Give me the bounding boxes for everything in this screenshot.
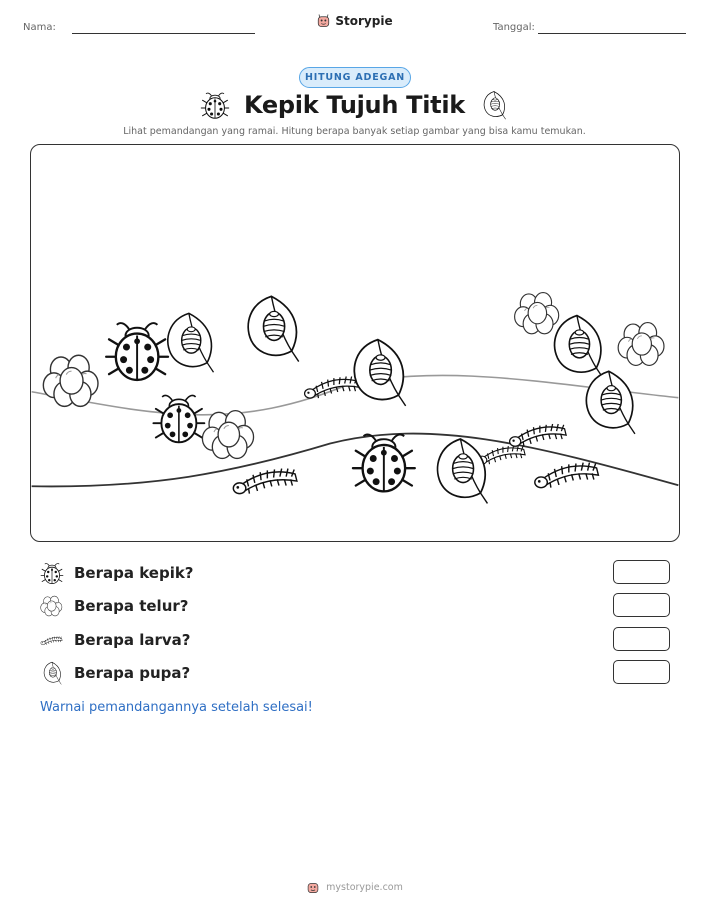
storypie-logo-icon xyxy=(316,13,331,28)
larva xyxy=(305,377,360,399)
pupa xyxy=(586,371,634,434)
answer-box-ladybugs[interactable] xyxy=(613,560,670,584)
question-row-ladybugs xyxy=(40,560,670,586)
title-row xyxy=(0,90,709,120)
question-text: Berapa larva? xyxy=(74,631,191,649)
question-row-eggs xyxy=(40,593,670,619)
page-title: Kepik Tujuh Titik xyxy=(244,91,465,119)
date-line[interactable] xyxy=(538,33,686,34)
ladybug xyxy=(153,395,204,442)
egg-cluster-icon xyxy=(40,594,64,618)
question-row-pupae xyxy=(40,660,670,686)
larva xyxy=(477,445,525,464)
pupa xyxy=(248,296,299,361)
pupa xyxy=(168,313,214,372)
ladybug-icon xyxy=(40,561,64,585)
question-text: Berapa telur? xyxy=(74,597,189,615)
name-line[interactable] xyxy=(72,33,255,34)
larva xyxy=(233,469,297,494)
brand xyxy=(0,13,709,28)
ladybug xyxy=(353,434,415,491)
pupa xyxy=(555,316,603,379)
brand-name: Storypie xyxy=(335,13,393,28)
ground-line xyxy=(32,434,679,487)
egg-cluster xyxy=(202,411,253,459)
counting-scene[interactable] xyxy=(30,144,680,542)
egg-cluster xyxy=(43,355,98,406)
activity-tag: HITUNG ADEGAN xyxy=(299,67,411,88)
footer xyxy=(0,880,709,894)
answer-box-pupae[interactable] xyxy=(613,660,670,684)
question-text: Berapa pupa? xyxy=(74,664,191,682)
pupa-icon xyxy=(40,661,64,685)
larva-icon xyxy=(40,628,64,652)
storypie-logo-icon xyxy=(306,880,320,894)
date-label: Tanggal: xyxy=(493,22,535,33)
answer-box-larvae[interactable] xyxy=(613,627,670,651)
larva xyxy=(510,424,567,446)
pupa-icon xyxy=(479,90,509,120)
footer-site[interactable]: mystorypie.com xyxy=(326,881,403,893)
larva xyxy=(535,463,599,488)
answer-box-eggs[interactable] xyxy=(613,593,670,617)
pupa xyxy=(438,439,488,503)
egg-cluster xyxy=(515,293,559,334)
question-text: Berapa kepik? xyxy=(74,564,194,582)
color-instruction: Warnai pemandangannya setelah selesai! xyxy=(40,700,313,715)
question-row-larvae xyxy=(40,627,670,653)
instructions: Lihat pemandangan yang ramai. Hitung berapa banyak setiap gambar yang bisa kamu temukan. xyxy=(123,126,586,137)
name-label: Nama: xyxy=(23,22,56,33)
egg-cluster xyxy=(618,323,664,366)
ladybug xyxy=(106,323,168,380)
pupa xyxy=(354,340,405,406)
ladybug-icon xyxy=(200,90,230,120)
